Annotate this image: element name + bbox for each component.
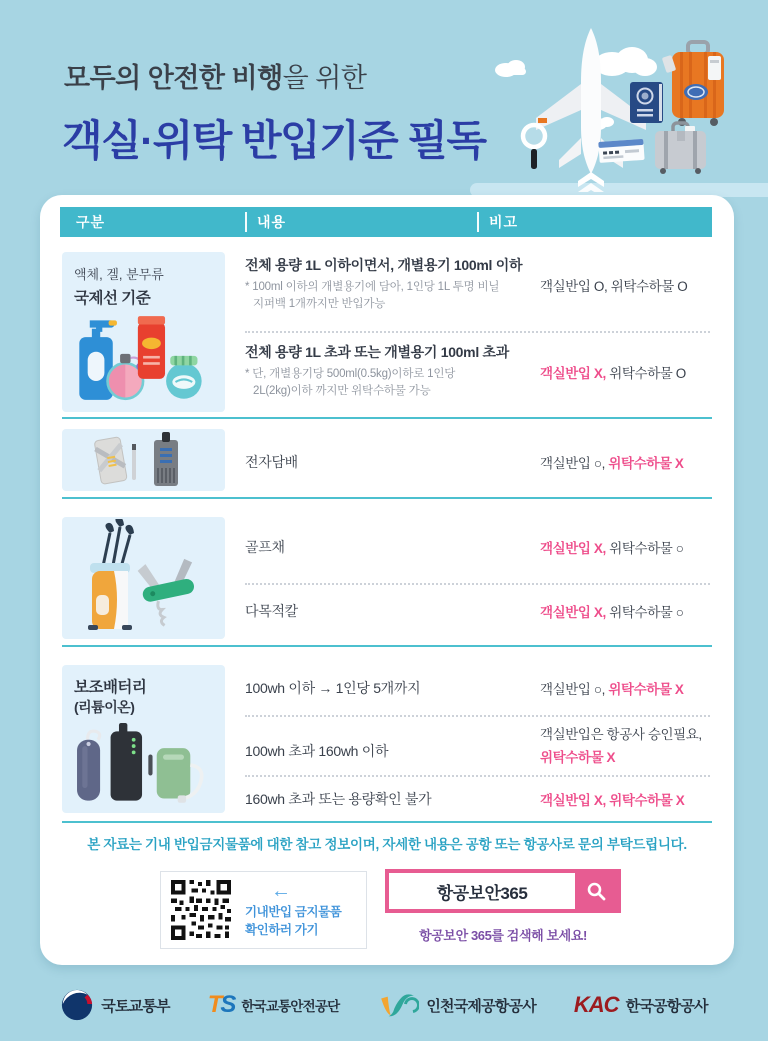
rule-title: 160wh 초과 또는 용량확인 불가	[245, 791, 432, 807]
left-arrow-icon: ←	[271, 879, 291, 902]
travel-illustration	[480, 22, 768, 192]
multitool-knife-icon	[137, 554, 204, 628]
toiletries-icon	[72, 312, 210, 404]
column-remark: 비고	[477, 212, 518, 232]
section-divider	[62, 821, 712, 823]
cloud-icon	[594, 47, 657, 76]
rule-remark: 객실반입 X, 위탁수하물 ○	[540, 605, 684, 620]
org-kac: KAC 한국공항공사	[573, 992, 708, 1017]
golf-bag-icon	[88, 519, 134, 630]
subtitle-rest: 을 위한	[282, 63, 367, 93]
incheon-airport-logo-icon	[377, 991, 419, 1019]
search-hint: 항공보안 365를 검색해 보세요!	[419, 928, 587, 943]
briefcase-icon	[655, 123, 706, 174]
page-subtitle	[64, 56, 366, 95]
table-header	[60, 207, 712, 237]
qr-caption: ← 기내반입 금지물품 확인하러 가기	[245, 881, 365, 939]
category-cell-liquids	[62, 252, 225, 412]
cloud-small-icon	[495, 60, 526, 77]
category-cell-battery	[62, 665, 225, 813]
qr-link-panel[interactable]	[160, 871, 367, 949]
dotted-divider	[245, 715, 710, 717]
rule-remark: 객실반입 ○, 위탁수하물 X	[540, 456, 684, 471]
rule-title: 전체 용량 1L 이하이면서, 개별용기 100ml 이하	[245, 257, 523, 273]
power-bank-icon	[72, 723, 210, 809]
org-incheon-airport: 인천국제공항공사	[377, 991, 536, 1019]
search-box	[385, 869, 621, 913]
search-button[interactable]	[575, 873, 617, 909]
category-line1: 보조배터리	[74, 679, 147, 696]
molit-logo-icon	[60, 988, 94, 1022]
dotted-divider	[245, 775, 710, 777]
section-divider	[62, 417, 712, 419]
ticket-icon	[598, 139, 644, 163]
rule-note: * 단, 개별용기당 500ml(0.5kg)이하로 1인당 2L(2kg)이하 까지만 위탁수하물 가능	[245, 368, 456, 398]
ts-logo-icon: TS	[207, 991, 235, 1018]
rule-title: 100wh 이하 → 1인당 5개까지	[245, 680, 421, 696]
rule-title: 전체 용량 1L 초과 또는 개별용기 100ml 초과	[245, 344, 509, 360]
section-divider	[62, 497, 712, 499]
column-content: 내용	[245, 212, 477, 232]
rule-remark: 객실반입 X, 위탁수하물 ○	[540, 541, 684, 556]
column-category: 구분	[76, 214, 106, 230]
qr-code	[171, 880, 231, 940]
rule-remark: 객실반입 X, 위탁수하물 X	[540, 793, 685, 808]
magnifier-icon	[586, 881, 606, 901]
search-input[interactable]	[389, 873, 575, 909]
rule-note: * 100ml 이하의 개별용기에 담아, 1인당 1L 투명 비닐 지퍼백 1개까지만 반입가능	[245, 281, 500, 311]
category-cell-ecig	[62, 429, 225, 491]
suitcase-icon	[662, 42, 724, 126]
magnifier-illustration-icon	[523, 125, 545, 169]
category-line1: 액체, 겔, 분무류	[74, 267, 164, 282]
page-title: 객실·위탁 반입기준 필독	[62, 117, 486, 164]
rule-title: 다목적칼	[245, 603, 298, 619]
org-molit: 국토교통부	[60, 988, 169, 1022]
rule-title: 골프채	[245, 539, 285, 555]
rule-remark: 객실반입은 항공사 승인필요, 위탁수하물 X	[540, 727, 702, 765]
org-ts: TS 한국교통안전공단	[207, 991, 340, 1018]
category-line2: (리튬이온)	[74, 699, 135, 715]
rule-title: 전자담배	[245, 454, 298, 470]
notice-text: 본 자료는 기내 반입금지물품에 대한 참고 정보이며, 자세한 내용은 공항 또는 항공사로 문의 부탁드립니다.	[87, 837, 687, 852]
rule-remark: 객실반입 O, 위탁수하물 O	[540, 279, 688, 294]
category-line2: 국제선 기준	[74, 290, 151, 307]
dotted-divider	[245, 583, 710, 585]
rule-remark: 객실반입 X, 위탁수하물 O	[540, 366, 686, 381]
passport-icon	[630, 82, 663, 123]
rule-title: 100wh 초과 160wh 이하	[245, 743, 389, 759]
footer-logos	[0, 988, 768, 1022]
golf-and-knife-icon	[70, 519, 210, 635]
rules-card	[40, 195, 734, 965]
category-cell-sports	[62, 517, 225, 639]
dotted-divider	[245, 331, 710, 333]
rule-remark: 객실반입 ○, 위탁수하물 X	[540, 682, 684, 697]
e-cigarette-icon	[84, 432, 204, 488]
section-divider	[62, 645, 712, 647]
subtitle-bold: 모두의 안전한 비행	[64, 63, 283, 93]
kac-logo-icon: KAC	[573, 992, 619, 1017]
